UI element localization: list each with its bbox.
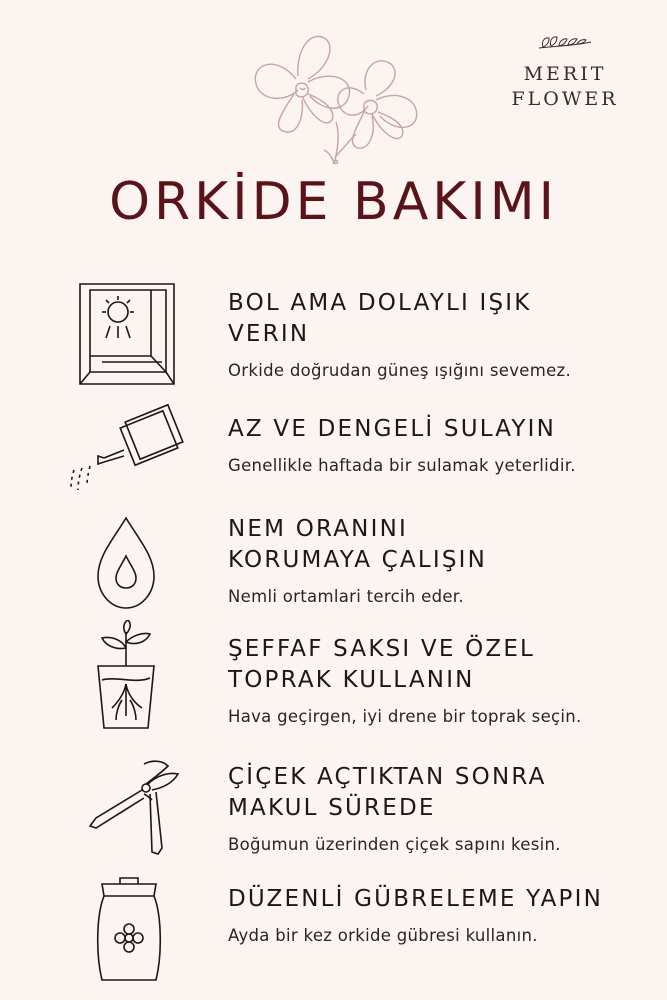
tip-description: Ayda bir kez orkide gübresi kullanın. — [228, 926, 538, 945]
brand-logo — [500, 34, 630, 112]
tip-heading: ÇİÇEK AÇTIKTAN SONRA MAKUL SÜREDE — [228, 764, 547, 821]
leaf-icon — [535, 34, 595, 54]
plant-pot-icon — [66, 620, 186, 732]
orchid-illustration — [236, 24, 436, 166]
tip-heading: DÜZENLİ GÜBRELEME YAPIN — [228, 886, 603, 912]
fertilizer-bag-icon — [66, 876, 186, 984]
tip-heading: AZ VE DENGELİ SULAYIN — [228, 416, 557, 442]
tip-description: Hava geçirgen, iyi drene bir toprak seçin. — [228, 707, 582, 726]
page-title: ORKİDE BAKIMI — [109, 172, 558, 232]
tip-description: Genellikle haftada bir sulamak yeterlidir. — [228, 456, 576, 475]
header — [0, 0, 667, 232]
tip-description: Orkide doğrudan güneş ışığını sevemez. — [228, 361, 572, 380]
tip-heading: BOL AMA DOLAYLI IŞIK VERIN — [228, 290, 532, 347]
brand-line-2: FLOWER — [511, 88, 619, 110]
tip-description: Boğumun üzerinden çiçek sapını kesin. — [228, 835, 561, 854]
window-sun-icon — [66, 278, 186, 390]
tip-text — [228, 414, 648, 477]
water-drop-icon — [66, 514, 186, 614]
tip-description: Nemli ortamlari tercih eder. — [228, 587, 464, 606]
tip-text — [228, 288, 648, 382]
tip-text — [228, 514, 648, 608]
tip-heading: NEM ORANINI KORUMAYA ÇALIŞIN — [228, 516, 488, 573]
tip-text — [228, 762, 648, 856]
brand-line-1: MERIT — [523, 63, 607, 85]
tip-heading: ŞEFFAF SAKSI VE ÖZEL TOPRAK KULLANIN — [228, 636, 536, 693]
pruning-shears-icon — [66, 754, 186, 862]
tip-text — [228, 884, 648, 947]
watering-can-icon — [66, 400, 186, 496]
tip-text — [228, 634, 648, 728]
